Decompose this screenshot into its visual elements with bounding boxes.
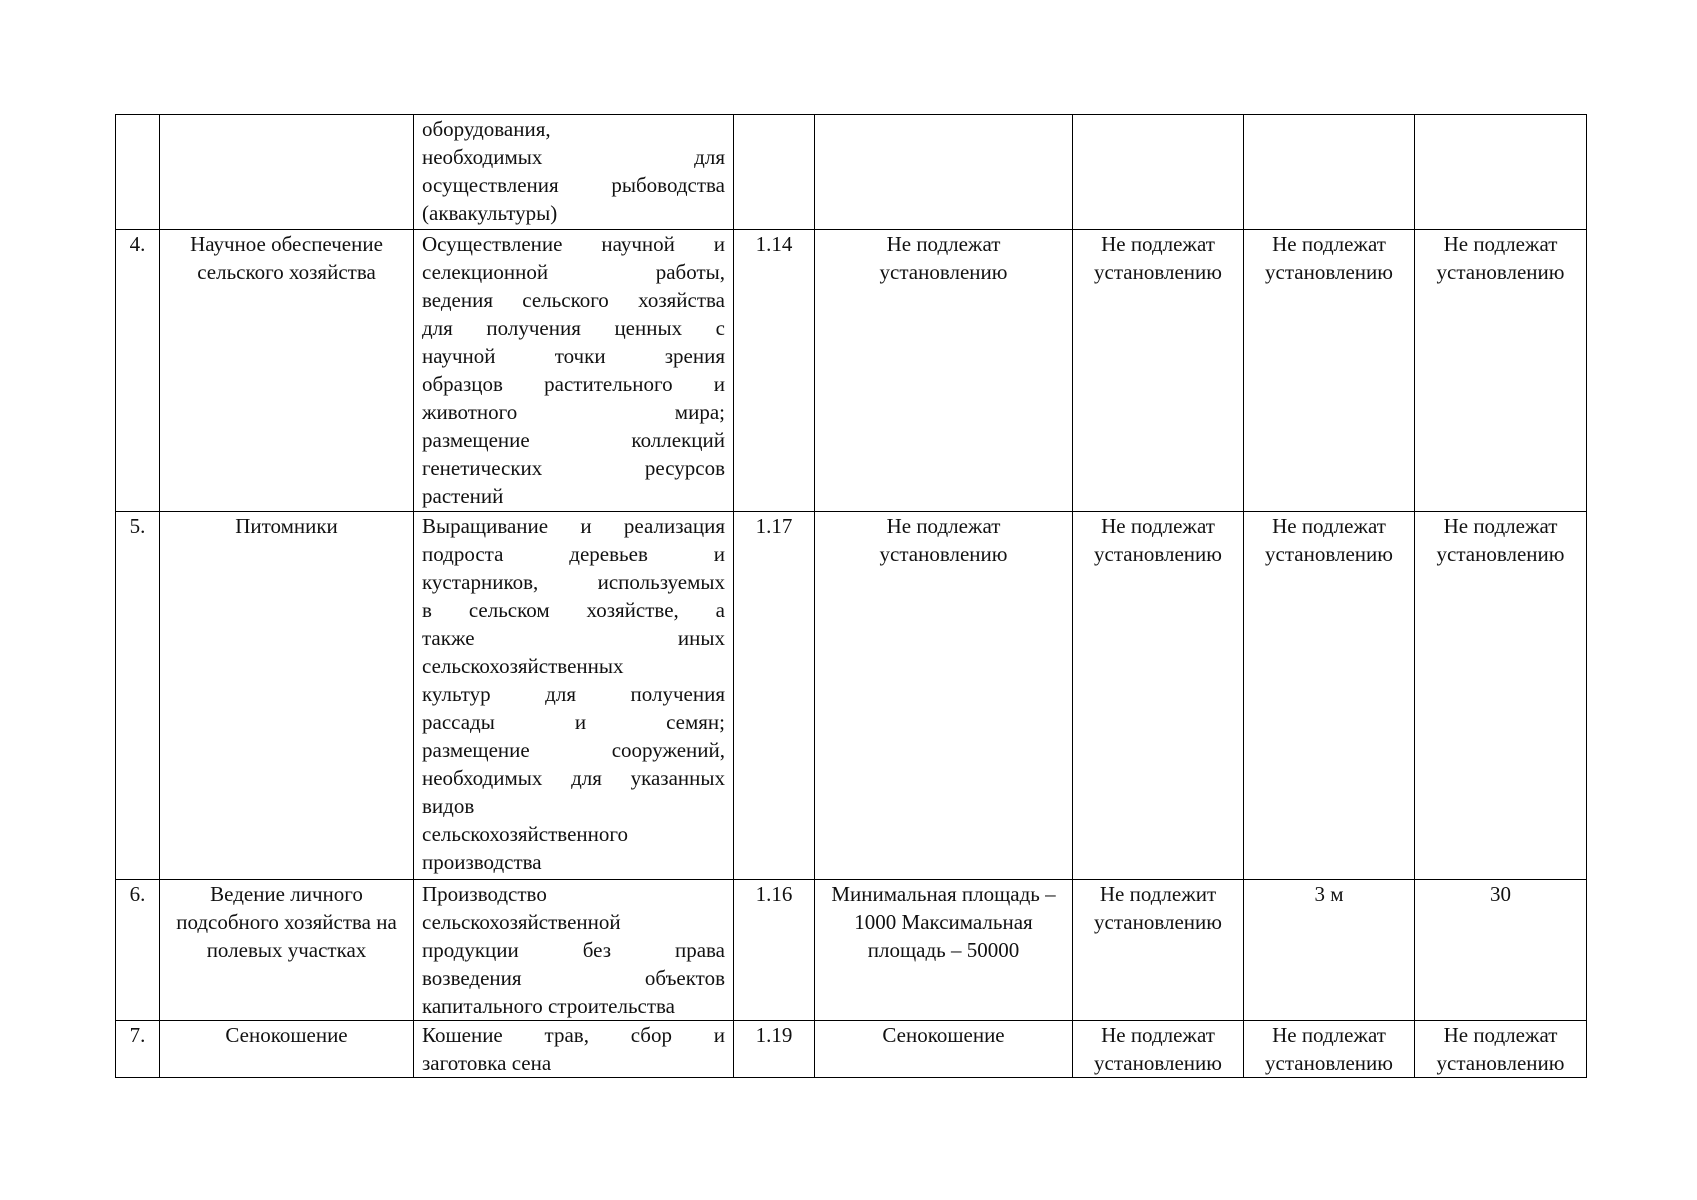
max-coverage-cell: Не подлежат установлению [1415, 230, 1587, 512]
description-line: сельскохозяйственной [422, 910, 621, 934]
table-row [116, 1021, 1587, 1078]
land-use-description-cell [414, 880, 734, 1021]
land-use-name-cell: Ведение личного подсобного хозяйства на полевых участках [160, 880, 414, 1021]
min-setback-cell [1244, 115, 1415, 230]
description-line: (аквакультуры) [422, 201, 558, 225]
row-number-cell: 4. [116, 230, 160, 512]
description-line: возведения объектов [422, 966, 725, 990]
land-use-regulations-table [115, 114, 1587, 1078]
max-floors-cell: Не подлежат установлению [1073, 1021, 1244, 1078]
plot-area-cell: Не подлежат установлению [815, 512, 1073, 880]
description-line: Производство [422, 882, 547, 906]
description-line: осуществления рыбоводства [422, 173, 725, 197]
land-use-name-cell: Питомники [160, 512, 414, 880]
classifier-code-cell: 1.17 [734, 512, 815, 880]
land-use-description-cell [414, 1021, 734, 1078]
classifier-code-cell: 1.19 [734, 1021, 815, 1078]
description-line: генетических ресурсов [422, 456, 725, 480]
description-line: размещение сооружений, [422, 738, 725, 762]
land-use-name-cell: Научное обеспечение сельского хозяйства [160, 230, 414, 512]
classifier-code-cell [734, 115, 815, 230]
table-row [116, 230, 1587, 512]
row-number-cell: 5. [116, 512, 160, 880]
description-line: культур для получения [422, 682, 725, 706]
land-use-description-cell [414, 230, 734, 512]
description-line: необходимых для [422, 145, 725, 169]
description-line: Выращивание и реализация [422, 514, 725, 538]
land-use-name-cell [160, 115, 414, 230]
max-floors-cell: Не подлежат установлению [1073, 230, 1244, 512]
min-setback-cell: Не подлежат установлению [1244, 512, 1415, 880]
land-use-description-cell [414, 115, 734, 230]
description-line: заготовка сена [422, 1051, 552, 1075]
max-coverage-cell: Не подлежат установлению [1415, 1021, 1587, 1078]
land-use-name-cell: Сенокошение [160, 1021, 414, 1078]
min-setback-cell: Не подлежат установлению [1244, 1021, 1415, 1078]
description-line: сельскохозяйственных [422, 654, 624, 678]
min-setback-cell: Не подлежат установлению [1244, 230, 1415, 512]
max-coverage-cell: 30 [1415, 880, 1587, 1021]
description-line: необходимых для указанных [422, 766, 725, 790]
description-line: также иных [422, 626, 725, 650]
max-floors-cell: Не подлежат установлению [1073, 512, 1244, 880]
description-line: в сельском хозяйстве, а [422, 598, 725, 622]
max-floors-cell [1073, 115, 1244, 230]
description-line: образцов растительного и [422, 372, 725, 396]
description-line: продукции без права [422, 938, 725, 962]
description-line: видов [422, 794, 475, 818]
table-row [116, 512, 1587, 880]
description-line: подроста деревьев и [422, 542, 725, 566]
description-line: животного мира; [422, 400, 725, 424]
description-line: кустарников, используемых [422, 570, 725, 594]
description-line: научной точки зрения [422, 344, 725, 368]
land-use-description-cell [414, 512, 734, 880]
plot-area-cell [815, 115, 1073, 230]
description-line: растений [422, 484, 504, 508]
row-number-cell: 7. [116, 1021, 160, 1078]
classifier-code-cell: 1.14 [734, 230, 815, 512]
description-line: Кошение трав, сбор и [422, 1023, 725, 1047]
plot-area-cell: Не подлежат установлению [815, 230, 1073, 512]
table-body [116, 115, 1587, 1078]
description-line: для получения ценных с [422, 316, 725, 340]
description-line: ведения сельского хозяйства [422, 288, 725, 312]
min-setback-cell: 3 м [1244, 880, 1415, 1021]
description-line: Осуществление научной и [422, 232, 725, 256]
table-row [116, 880, 1587, 1021]
plot-area-cell: Минимальная площадь – 1000 Максимальная площадь – 50000 [815, 880, 1073, 1021]
description-line: рассады и семян; [422, 710, 725, 734]
description-line: производства [422, 850, 542, 874]
classifier-code-cell: 1.16 [734, 880, 815, 1021]
description-line: сельскохозяйственного [422, 822, 628, 846]
description-line: оборудования, [422, 117, 551, 141]
row-number-cell: 6. [116, 880, 160, 1021]
max-floors-cell: Не подлежит установлению [1073, 880, 1244, 1021]
table-row [116, 115, 1587, 230]
description-line: селекционной работы, [422, 260, 725, 284]
description-line: капитального строительства [422, 994, 675, 1018]
max-coverage-cell: Не подлежат установлению [1415, 512, 1587, 880]
max-coverage-cell [1415, 115, 1587, 230]
description-line: размещение коллекций [422, 428, 725, 452]
row-number-cell [116, 115, 160, 230]
plot-area-cell: Сенокошение [815, 1021, 1073, 1078]
